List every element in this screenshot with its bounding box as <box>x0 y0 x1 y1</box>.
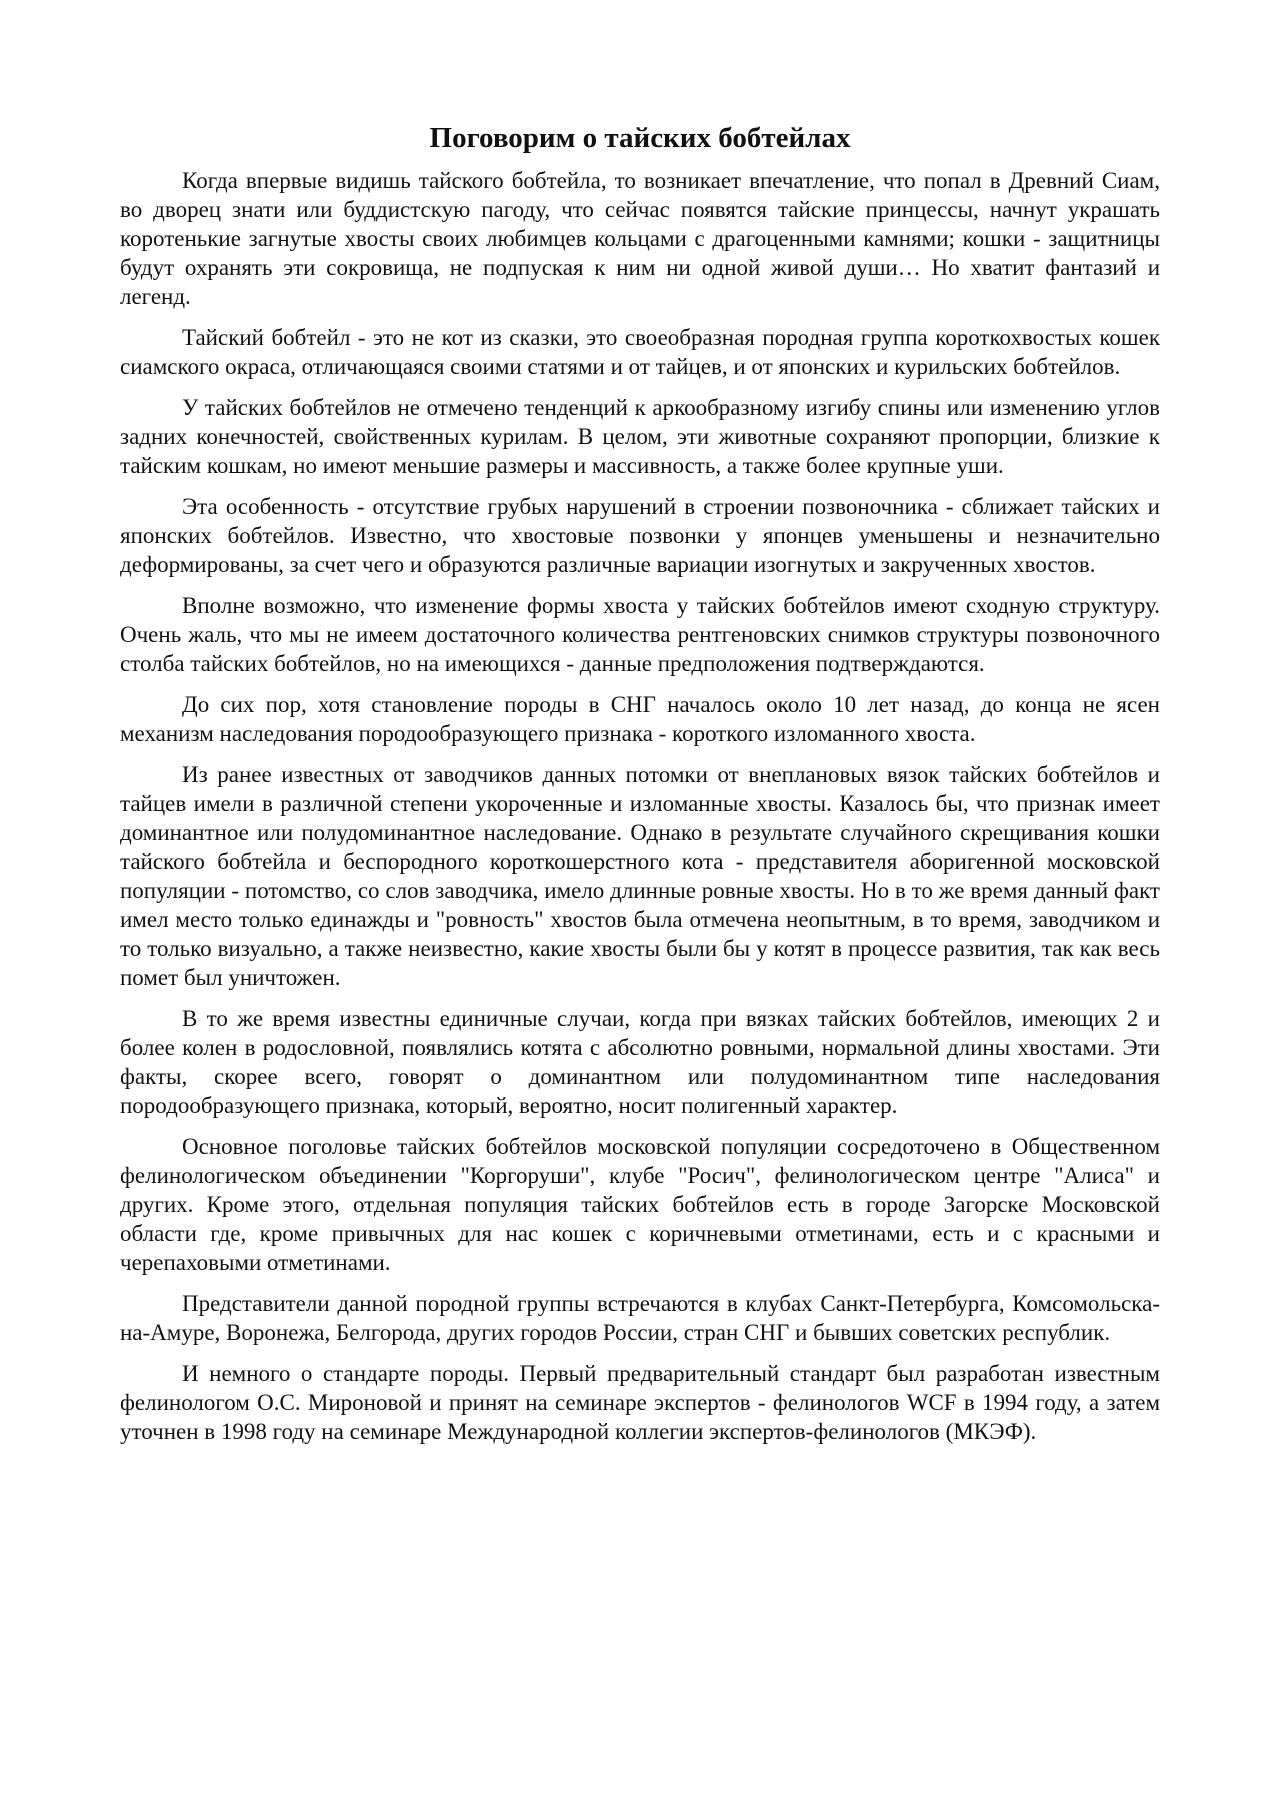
paragraph-10: Представители данной породной группы встречаются в клубах Санкт-Петербурга, Комсомольска-на-Амуре, Воронежа, Белгорода, других городов России, стран СНГ и бывших советских республик. <box>120 1291 1160 1345</box>
paragraph-4: Эта особенность - отсутствие грубых нарушений в строении позвоночника - сближает тайских и японских бобтейлов. Известно, что хвостовые позвонки у японцев уменьшены и незначительно деформированы, за счет чего и образуются различные вариации изогнутых и закрученных хвостов. <box>120 494 1160 577</box>
paragraph-9: Основное поголовье тайских бобтейлов московской популяции сосредоточено в Общественном фелинологическом объединении "Коргоруши", клубе "Росич", фелинологическом центре "Алиса" и других. Кроме этого, отдельная популяция тайских бобтейлов есть в городе Загорске Московской области где, кроме привычных для нас кошек с коричневыми отметинами, есть и с красными и черепаховыми отметинами. <box>120 1134 1160 1275</box>
paragraph-6: До сих пор, хотя становление породы в СНГ началось около 10 лет назад, до конца не ясен механизм наследования породообразующего признака - короткого изломанного хвоста. <box>120 692 1160 746</box>
paragraph-1: Когда впервые видишь тайского бобтейла, то возникает впечатление, что попал в Древний Сиам, во дворец знати или буддистскую пагоду, что сейчас появятся тайские принцессы, начнут украшать коротенькие загнутые хвосты своих любимцев кольцами с драгоценными камнями; кошки - защитницы будут охранять эти сокровища, не подпуская к ним ни одной живой души… Но хватит фантазий и легенд. <box>120 168 1160 309</box>
paragraph-3: У тайских бобтейлов не отмечено тенденций к аркообразному изгибу спины или изменению углов задних конечностей, свойственных курилам. В целом, эти животные сохраняют пропорции, близкие к тайским кошкам, но имеют меньшие размеры и массивность, а также более крупные уши. <box>120 395 1160 478</box>
page-title: Поговорим о тайских бобтейлах <box>429 122 851 154</box>
paragraph-7: Из ранее известных от заводчиков данных потомки от внеплановых вязок тайских бобтейлов и тайцев имели в различной степени укороченные и изломанные хвосты. Казалось бы, что признак имеет доминантное или полудоминантное наследование. Однако в результате случайного скрещивания кошки тайского бобтейла и беспородного короткошерстного кота - представителя аборигенной московской популяции - потомство, со слов заводчика, имело длинные ровные хвосты. Но в то же время данный факт имел место только единажды и "ровность" хвостов была отмечена неопытным, в то время, заводчиком и то только визуально, а также неизвестно, какие хвосты были бы у котят в процессе развития, так как весь помет был уничтожен. <box>120 762 1160 990</box>
paragraph-8: В то же время известны единичные случаи, когда при вязках тайских бобтейлов, имеющих 2 и более колен в родословной, появлялись котята с абсолютно ровными, нормальной длины хвостами. Эти факты, скорее всего, говорят о доминантном или полудоминантном типе наследования породообразующего признака, который, вероятно, носит полигенный характер. <box>120 1006 1160 1118</box>
paragraph-11: И немного о стандарте породы. Первый предварительный стандарт был разработан известным фелинологом О.С. Мироновой и принят на семинаре экспертов - фелинологов WCF в 1994 году, а затем уточнен в 1998 году на семинаре Международной коллегии экспертов-фелинологов (МКЭФ). <box>120 1361 1160 1444</box>
paragraph-5: Вполне возможно, что изменение формы хвоста у тайских бобтейлов имеют сходную структуру. Очень жаль, что мы не имеем достаточного количества рентгеновских снимков структуры позвоночного столба тайских бобтейлов, но на имеющихся - данные предположения подтверждаются. <box>120 593 1160 676</box>
document-body <box>120 118 1160 1458</box>
paragraph-2: Тайский бобтейл - это не кот из сказки, это своеобразная породная группа короткохвостых кошек сиамского окраса, отличающаяся своими статями и от тайцев, и от японских и курильских бобтейлов. <box>120 325 1160 379</box>
